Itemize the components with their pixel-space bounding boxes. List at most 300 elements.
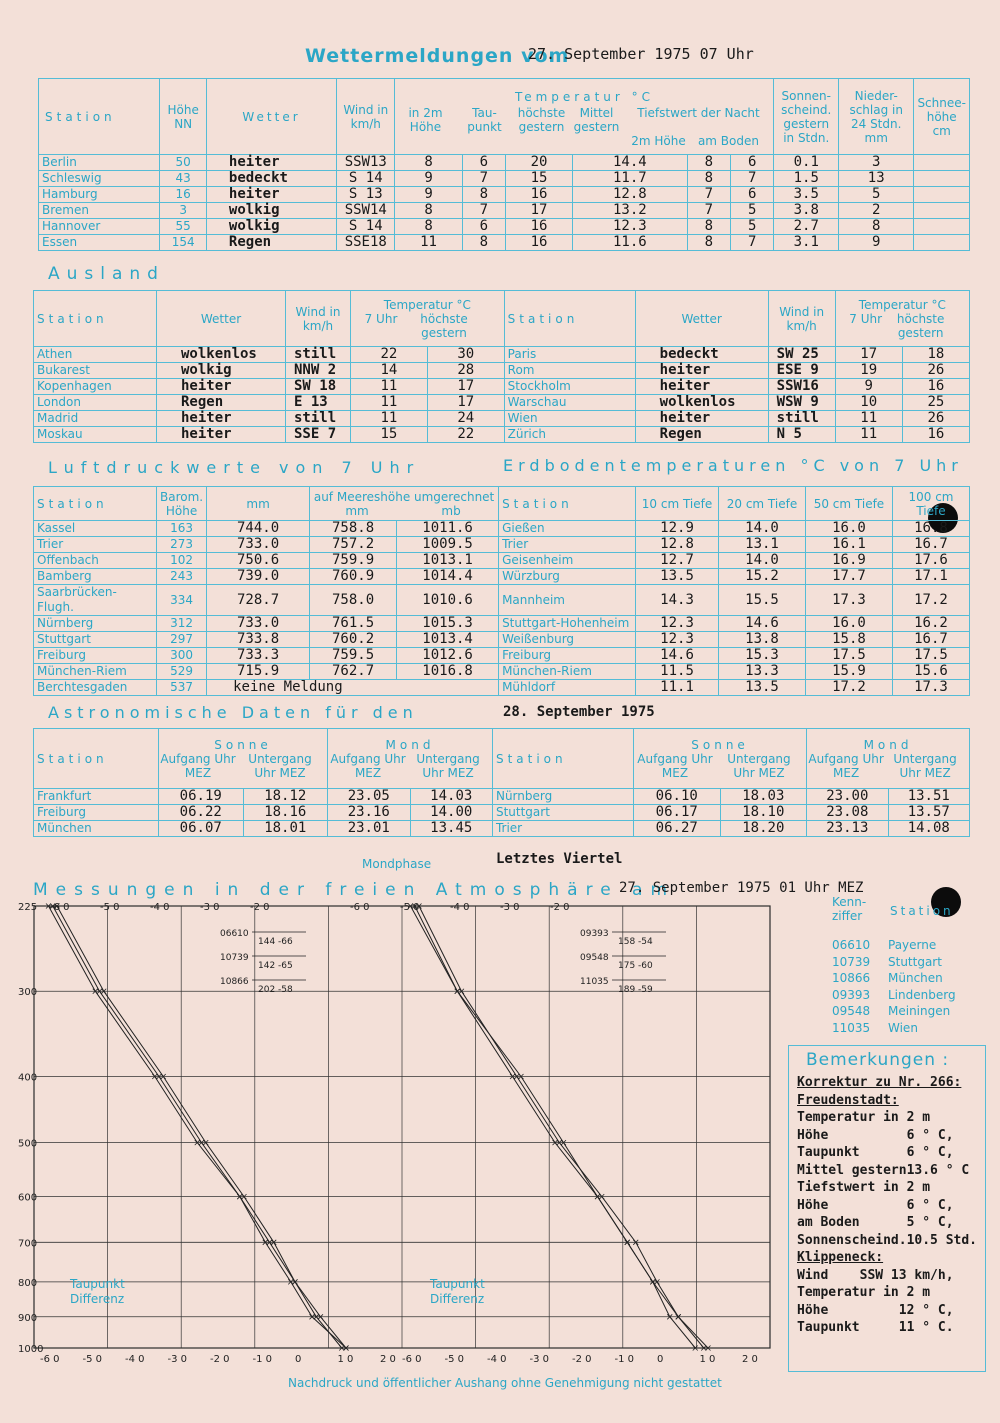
pressure-label: 400 xyxy=(18,1072,38,1084)
temp-tick-top: -6 0 xyxy=(50,902,70,913)
astro-cell-left-ma: 23.16 xyxy=(328,805,410,821)
station-code: 09548 xyxy=(832,1004,871,1018)
ausland-cell-left-hoechste: 28 xyxy=(427,363,504,379)
temp-tick-top: -6 0 xyxy=(350,902,370,913)
inland-cell-tnboden: 5 xyxy=(731,203,774,219)
inland-cell-hoehe: 3 xyxy=(160,203,206,219)
erdboden-t20: 13.8 xyxy=(719,632,806,648)
erdboden-t50: 15.8 xyxy=(805,632,892,648)
temp-tick-top: -4 0 xyxy=(150,902,170,913)
inland-cell-schnee xyxy=(914,219,970,235)
erdboden-t10: 12.7 xyxy=(636,553,719,569)
a-temp-label: Temperatur °C xyxy=(383,297,471,312)
ausland-cell-right-hoechste: 26 xyxy=(902,411,969,427)
luftdruck-station: Saarbrücken-Flugh. xyxy=(34,585,157,616)
luftdruck-row xyxy=(34,537,970,553)
bemerkung-line: Taupunkt 11 ° C. xyxy=(797,1320,954,1335)
bemerkung-line: Höhe 6 ° C, xyxy=(797,1197,954,1213)
s-sonne-label-r: Sonne xyxy=(691,737,749,752)
inland-cell-schnee xyxy=(914,171,970,187)
ausland-cell-right-wind: SW 25 xyxy=(768,347,835,363)
ausland-cell-left-wind: SSE 7 xyxy=(286,427,351,443)
luftdruck-row xyxy=(34,616,970,632)
temp-tick-top: -3 0 xyxy=(500,902,520,913)
inland-cell-tn2m: 8 xyxy=(687,219,730,235)
astro-cell-right-ma: 23.13 xyxy=(807,821,888,837)
ausland-cell-right-t7: 17 xyxy=(835,347,902,363)
ausland-cell-left-wind: NNW 2 xyxy=(286,363,351,379)
a-temp-label-r: Temperatur °C xyxy=(858,297,946,312)
erdboden-t100: 16.7 xyxy=(892,537,969,553)
ausland-cell-left-t7: 11 xyxy=(351,379,428,395)
erdboden-t10: 11.5 xyxy=(636,664,719,680)
luftdruck-station: Berchtesgaden xyxy=(34,680,157,696)
luftdruck-mm: 750.6 xyxy=(207,553,310,569)
pressure-label: 500 xyxy=(18,1138,38,1150)
inland-cell-sonne: 3.8 xyxy=(774,203,839,219)
astro-cell-left-station: Frankfurt xyxy=(34,789,159,805)
astro-cell-right-su: 18.03 xyxy=(720,789,807,805)
ausland-cell-right-wetter: Regen xyxy=(635,427,768,443)
s-sonne-label: Sonne xyxy=(214,737,272,752)
temp-tick-bottom: -5 0 xyxy=(82,1354,103,1365)
inland-cell-nieder: 3 xyxy=(839,155,914,171)
inland-cell-hoehe: 154 xyxy=(160,235,206,251)
temp-tick-bottom: -1 0 xyxy=(614,1354,635,1365)
inland-row xyxy=(39,187,970,203)
erdboden-t10: 14.6 xyxy=(636,648,719,664)
temperatur-label: Temperatur °C xyxy=(514,89,655,104)
pressure-label: 300 xyxy=(18,987,38,999)
inland-cell-tau: 8 xyxy=(462,235,505,251)
bemerkungen-lines xyxy=(789,1070,985,1337)
inland-cell-nieder: 9 xyxy=(839,235,914,251)
luftdruck-hoehe: 273 xyxy=(156,537,206,553)
ausland-cell-right-hoechste: 16 xyxy=(902,427,969,443)
erdboden-t10: 11.1 xyxy=(636,680,719,696)
inland-cell-nieder: 2 xyxy=(839,203,914,219)
sub-taupunkt: Tau-punkt xyxy=(467,105,502,134)
luftdruck-mm: 733.0 xyxy=(207,537,310,553)
temp-tick-top: -2 0 xyxy=(550,902,570,913)
ausland-cell-left-wetter: Regen xyxy=(157,395,286,411)
station-code: 11035 xyxy=(832,1020,871,1035)
inland-cell-tau: 6 xyxy=(462,155,505,171)
erdboden-t20: 13.3 xyxy=(719,664,806,680)
luftdruck-mm-meer: 762.7 xyxy=(310,664,397,680)
station-code: 10866 xyxy=(832,971,871,985)
temp-tick-top: -3 0 xyxy=(200,902,220,913)
temp-tick-bottom: 0 xyxy=(295,1354,302,1365)
erdboden-t100: 17.5 xyxy=(892,648,969,664)
luftdruck-mb: 1011.6 xyxy=(397,521,499,537)
e-col-100: 100 cm Tiefe xyxy=(892,487,969,521)
inland-cell-station: Schleswig xyxy=(39,171,160,187)
station-code: 06610 xyxy=(832,938,871,952)
atmo-date: 27. September 1975 01 Uhr MEZ xyxy=(619,880,864,896)
inland-cell-wetter: Regen xyxy=(206,235,336,251)
erdboden-t10: 12.9 xyxy=(636,521,719,537)
inland-cell-t2m: 11 xyxy=(395,235,462,251)
ausland-cell-right-wind: SSW16 xyxy=(768,379,835,395)
inland-cell-station: Hannover xyxy=(39,219,160,235)
ausland-cell-left-wind: still xyxy=(286,347,351,363)
ausland-cell-left-wetter: heiter xyxy=(157,411,286,427)
luftdruck-mb: 1014.4 xyxy=(397,569,499,585)
luftdruck-mb: 1016.8 xyxy=(397,664,499,680)
col-wind: Wind in km/h xyxy=(337,79,395,155)
inland-cell-wetter: wolkig xyxy=(206,203,336,219)
inland-cell-t2m: 9 xyxy=(395,171,462,187)
erdboden-t20: 13.1 xyxy=(719,537,806,553)
station-name: Stuttgart xyxy=(888,954,942,969)
sub-mittel: Mittel gestern xyxy=(573,105,620,134)
header-date: 27. September 1975 07 Uhr xyxy=(528,45,754,63)
s-unter: Untergang Uhr MEZ xyxy=(248,751,312,780)
luftdruck-mm: 733.3 xyxy=(207,648,310,664)
legend-right-code: 11035 xyxy=(580,977,609,987)
col-schnee: Schnee-höhe cm xyxy=(914,79,970,155)
inland-cell-sonne: 3.5 xyxy=(774,187,839,203)
inland-cell-hoechste: 15 xyxy=(505,171,572,187)
erdboden-t50: 17.2 xyxy=(805,680,892,696)
ausland-row xyxy=(34,379,970,395)
luftdruck-station: München-Riem xyxy=(34,664,157,680)
astro-cell-left-sa: 06.22 xyxy=(159,805,244,821)
luftdruck-mm-meer: 759.5 xyxy=(310,648,397,664)
luftdruck-mm-meer: 758.8 xyxy=(310,521,397,537)
luftdruck-row xyxy=(34,585,970,616)
ausland-cell-right-wetter: heiter xyxy=(635,379,768,395)
ausland-cell-right-station: Stockholm xyxy=(504,379,635,395)
s-unter-r: Untergang Uhr MEZ xyxy=(727,751,791,780)
temp-tick-top: -4 0 xyxy=(450,902,470,913)
astro-cell-right-sa: 06.10 xyxy=(633,789,720,805)
station-name: Wien xyxy=(888,1020,918,1035)
temp-tick-top: -2 0 xyxy=(250,902,270,913)
ausland-row xyxy=(34,363,970,379)
astro-cell-left-mu: 14.03 xyxy=(410,789,492,805)
erdboden-t100: 16.8 xyxy=(892,521,969,537)
luftdruck-mm: 733.8 xyxy=(207,632,310,648)
ausland-cell-right-wind: N 5 xyxy=(768,427,835,443)
ausland-row xyxy=(34,411,970,427)
luftdruck-mb: 1012.6 xyxy=(397,648,499,664)
astro-cell-right-ma: 23.00 xyxy=(807,789,888,805)
ausland-cell-right-hoechste: 18 xyxy=(902,347,969,363)
taupunkt-label-left: Taupunkt Differenz xyxy=(70,1277,125,1306)
legend-right-val: 189 -59 xyxy=(618,985,653,995)
s-mond-label-r: Mond xyxy=(863,737,913,752)
erdboden-station: Freiburg xyxy=(499,648,636,664)
bemerkung-line: Sonnenscheind.10.5 Std. xyxy=(797,1232,978,1248)
ausland-cell-right-t7: 11 xyxy=(835,411,902,427)
inland-cell-tnboden: 7 xyxy=(731,235,774,251)
s-col-station: Station xyxy=(34,729,159,789)
ausland-cell-left-wetter: heiter xyxy=(157,427,286,443)
title-text: Wettermeldungen vom xyxy=(305,45,570,67)
bemerkung-line: Taupunkt 6 ° C, xyxy=(797,1145,954,1160)
erdboden-t20: 14.6 xyxy=(719,616,806,632)
bemerkung-line: Höhe 6 ° C, xyxy=(797,1127,954,1143)
luftdruck-hoehe: 334 xyxy=(156,585,206,616)
luftdruck-mb: 1015.3 xyxy=(397,616,499,632)
luftdruck-mm-meer: 761.5 xyxy=(310,616,397,632)
erdboden-t100: 17.6 xyxy=(892,553,969,569)
inland-cell-hoechste: 16 xyxy=(505,219,572,235)
inland-cell-tnboden: 5 xyxy=(731,219,774,235)
inland-cell-wind: S 13 xyxy=(337,187,395,203)
inland-cell-hoechste: 17 xyxy=(505,203,572,219)
a-col-wind-r: Wind in km/h xyxy=(768,291,835,347)
l-col-hoehe: Barom. Höhe xyxy=(156,487,206,521)
legend-left-val: 142 -65 xyxy=(258,961,293,971)
ausland-cell-right-t7: 11 xyxy=(835,427,902,443)
ausland-row xyxy=(34,395,970,411)
pressure-label: 800 xyxy=(18,1277,38,1289)
inland-cell-tn2m: 7 xyxy=(687,203,730,219)
erdboden-t100: 15.6 xyxy=(892,664,969,680)
astro-title: Astronomische Daten für den xyxy=(48,703,418,722)
ausland-cell-left-hoechste: 17 xyxy=(427,395,504,411)
a-col-temp-r xyxy=(835,291,969,347)
inland-cell-tnboden: 6 xyxy=(731,187,774,203)
a-sub-7uhr-r: 7 Uhr xyxy=(849,311,883,326)
temp-tick-bottom: -5 0 xyxy=(444,1354,465,1365)
inland-cell-sonne: 1.5 xyxy=(774,171,839,187)
luftdruck-hoehe: 243 xyxy=(156,569,206,585)
luftdruck-mm-meer: 760.2 xyxy=(310,632,397,648)
astro-cell-left-mu: 14.00 xyxy=(410,805,492,821)
inland-cell-tau: 8 xyxy=(462,187,505,203)
erdboden-t100: 16.2 xyxy=(892,616,969,632)
erdboden-station: Gießen xyxy=(499,521,636,537)
inland-cell-sonne: 3.1 xyxy=(774,235,839,251)
footer-note: Nachdruck und öffentlicher Aushang ohne Genehmigung nicht gestattet xyxy=(288,1376,722,1390)
ausland-cell-left-station: Kopenhagen xyxy=(34,379,157,395)
ausland-cell-right-t7: 10 xyxy=(835,395,902,411)
inland-cell-mittel: 14.4 xyxy=(573,155,688,171)
ausland-cell-right-wind: WSW 9 xyxy=(768,395,835,411)
inland-cell-hoechste: 16 xyxy=(505,235,572,251)
inland-cell-schnee xyxy=(914,155,970,171)
astro-cell-left-station: München xyxy=(34,821,159,837)
erdboden-t100: 17.1 xyxy=(892,569,969,585)
ausland-row xyxy=(34,347,970,363)
station-list-item xyxy=(832,1020,956,1037)
erdboden-t100: 16.7 xyxy=(892,632,969,648)
luftdruck-station: Trier xyxy=(34,537,157,553)
inland-cell-tnboden: 6 xyxy=(731,155,774,171)
bemerkung-line: Temperatur in 2 m xyxy=(797,1110,931,1125)
bemerkung-line: Freudenstadt: xyxy=(797,1092,899,1108)
inland-cell-t2m: 8 xyxy=(395,203,462,219)
ausland-cell-left-t7: 14 xyxy=(351,363,428,379)
l-col-meer xyxy=(310,487,499,521)
ausland-cell-right-hoechste: 25 xyxy=(902,395,969,411)
luftdruck-mm: 744.0 xyxy=(207,521,310,537)
temp-tick-bottom: 0 xyxy=(657,1354,664,1365)
astro-cell-left-su: 18.12 xyxy=(243,789,328,805)
luftdruck-station: Offenbach xyxy=(34,553,157,569)
inland-cell-hoechste: 16 xyxy=(505,187,572,203)
inland-cell-wetter: heiter xyxy=(206,155,336,171)
a-col-temp xyxy=(351,291,505,347)
temp-tick-bottom: 2 0 xyxy=(742,1354,758,1365)
astro-cell-left-ma: 23.05 xyxy=(328,789,410,805)
astro-cell-right-mu: 14.08 xyxy=(888,821,969,837)
astro-row xyxy=(34,821,970,837)
e-col-station: Station xyxy=(499,487,636,521)
erdboden-t100: 17.2 xyxy=(892,585,969,616)
ausland-cell-left-wind: E 13 xyxy=(286,395,351,411)
e-col-10: 10 cm Tiefe xyxy=(636,487,719,521)
inland-cell-tnboden: 7 xyxy=(731,171,774,187)
ausland-cell-left-wetter: wolkenlos xyxy=(157,347,286,363)
station-name: Payerne xyxy=(888,938,937,952)
col-wetter: Wetter xyxy=(206,79,336,155)
astro-cell-right-station: Stuttgart xyxy=(492,805,633,821)
inland-row xyxy=(39,235,970,251)
luftdruck-title: Luftdruckwerte von 7 Uhr xyxy=(48,458,421,477)
erdboden-t50: 16.0 xyxy=(805,616,892,632)
erdboden-t50: 17.7 xyxy=(805,569,892,585)
s-auf: Aufgang Uhr MEZ xyxy=(160,751,236,780)
erdboden-t100: 17.3 xyxy=(892,680,969,696)
m-auf-r: Aufgang Uhr MEZ xyxy=(808,751,884,780)
ausland-cell-left-t7: 22 xyxy=(351,347,428,363)
station-name: Lindenberg xyxy=(888,987,956,1002)
ausland-cell-left-hoechste: 30 xyxy=(427,347,504,363)
temp-tick-bottom: 1 0 xyxy=(337,1354,354,1365)
l-meer-label: auf Meereshöhe umgerechnet xyxy=(313,489,495,504)
inland-cell-hoehe: 55 xyxy=(160,219,206,235)
a-col-wetter: Wetter xyxy=(157,291,286,347)
legend-left-val: 202 -58 xyxy=(258,985,293,995)
ausland-cell-right-t7: 19 xyxy=(835,363,902,379)
erdboden-t10: 12.3 xyxy=(636,616,719,632)
a-col-wetter-r: Wetter xyxy=(635,291,768,347)
inland-table xyxy=(38,78,970,251)
inland-cell-station: Hamburg xyxy=(39,187,160,203)
ausland-cell-left-hoechste: 17 xyxy=(427,379,504,395)
erdboden-title: Erdbodentemperaturen °C von 7 Uhr xyxy=(503,456,963,475)
a-col-station-r: Station xyxy=(504,291,635,347)
ausland-cell-left-wind: SW 18 xyxy=(286,379,351,395)
inland-cell-wind: SSE18 xyxy=(337,235,395,251)
luftdruck-mb: 1010.6 xyxy=(397,585,499,616)
temp-tick-bottom: -4 0 xyxy=(487,1354,507,1365)
s-col-station-r: Station xyxy=(492,729,633,789)
luftdruck-station: Freiburg xyxy=(34,648,157,664)
luftdruck-row xyxy=(34,632,970,648)
inland-cell-hoehe: 43 xyxy=(160,171,206,187)
ausland-title: Ausland xyxy=(48,264,165,284)
inland-cell-station: Essen xyxy=(39,235,160,251)
luftdruck-mb: 1013.1 xyxy=(397,553,499,569)
astro-cell-right-sa: 06.27 xyxy=(633,821,720,837)
col-temperatur xyxy=(395,79,774,155)
temp-tick-bottom: 2 0 xyxy=(380,1354,396,1365)
erdboden-t10: 12.3 xyxy=(636,632,719,648)
inland-cell-t2m: 8 xyxy=(395,155,462,171)
legend-right-code: 09548 xyxy=(580,953,609,963)
ausland-cell-left-station: London xyxy=(34,395,157,411)
ausland-cell-right-station: Paris xyxy=(504,347,635,363)
astro-cell-right-su: 18.20 xyxy=(720,821,807,837)
m-unter: Untergang Uhr MEZ xyxy=(416,751,480,780)
luftdruck-mb: 1009.5 xyxy=(397,537,499,553)
legend-right-code: 09393 xyxy=(580,929,609,939)
ausland-cell-right-wind: still xyxy=(768,411,835,427)
luftdruck-mm-meer: 760.9 xyxy=(310,569,397,585)
luftdruck-row xyxy=(34,680,970,696)
ausland-cell-right-wetter: heiter xyxy=(635,411,768,427)
inland-cell-wetter: bedeckt xyxy=(206,171,336,187)
inland-cell-tn2m: 8 xyxy=(687,171,730,187)
station-list-item xyxy=(832,987,956,1004)
erdboden-t20: 14.0 xyxy=(719,521,806,537)
astro-cell-left-ma: 23.01 xyxy=(328,821,410,837)
ausland-cell-right-wetter: heiter xyxy=(635,363,768,379)
e-col-50: 50 cm Tiefe xyxy=(805,487,892,521)
temp-tick-bottom: -4 0 xyxy=(125,1354,145,1365)
inland-cell-wind: SSW13 xyxy=(337,155,395,171)
erdboden-t10: 13.5 xyxy=(636,569,719,585)
astro-date: 28. September 1975 xyxy=(503,704,655,720)
inland-cell-tau: 6 xyxy=(462,219,505,235)
legend-right-val: 175 -60 xyxy=(618,961,653,971)
sub-tiefst: Tiefstwert der Nacht xyxy=(637,105,760,120)
luftdruck-mm: 715.9 xyxy=(207,664,310,680)
luftdruck-mm-meer: 757.2 xyxy=(310,537,397,553)
e-col-20: 20 cm Tiefe xyxy=(719,487,806,521)
astro-row xyxy=(34,789,970,805)
a-sub-7uhr: 7 Uhr xyxy=(364,311,398,326)
erdboden-t50: 16.0 xyxy=(805,521,892,537)
inland-cell-schnee xyxy=(914,187,970,203)
pressure-label: 225 xyxy=(18,902,38,913)
station-code: 10739 xyxy=(832,954,871,969)
temp-tick-bottom: -6 0 xyxy=(402,1354,422,1365)
luftdruck-table xyxy=(33,486,970,696)
l-sub-mb: mb xyxy=(441,503,461,518)
luftdruck-station: Bamberg xyxy=(34,569,157,585)
inland-cell-t2m: 8 xyxy=(395,219,462,235)
ausland-cell-left-wetter: heiter xyxy=(157,379,286,395)
station-list-item xyxy=(832,1003,956,1020)
inland-cell-hoechste: 20 xyxy=(505,155,572,171)
pressure-label: 900 xyxy=(18,1312,38,1324)
astro-cell-right-sa: 06.17 xyxy=(633,805,720,821)
inland-cell-schnee xyxy=(914,203,970,219)
ausland-cell-left-station: Athen xyxy=(34,347,157,363)
ausland-cell-right-wetter: wolkenlos xyxy=(635,395,768,411)
astro-cell-left-sa: 06.19 xyxy=(159,789,244,805)
ausland-cell-right-hoechste: 16 xyxy=(902,379,969,395)
luftdruck-hoehe: 312 xyxy=(156,616,206,632)
temp-tick-bottom: -1 0 xyxy=(252,1354,273,1365)
luftdruck-mb: 1013.4 xyxy=(397,632,499,648)
inland-cell-schnee xyxy=(914,235,970,251)
s-mond-label: Mond xyxy=(385,737,435,752)
ausland-cell-left-station: Bukarest xyxy=(34,363,157,379)
inland-cell-mittel: 11.6 xyxy=(573,235,688,251)
bemerkung-line: Korrektur zu Nr. 266: xyxy=(797,1075,962,1090)
temp-tick-bottom: -2 0 xyxy=(210,1354,230,1365)
luftdruck-station: Nürnberg xyxy=(34,616,157,632)
a-col-wind: Wind in km/h xyxy=(286,291,351,347)
